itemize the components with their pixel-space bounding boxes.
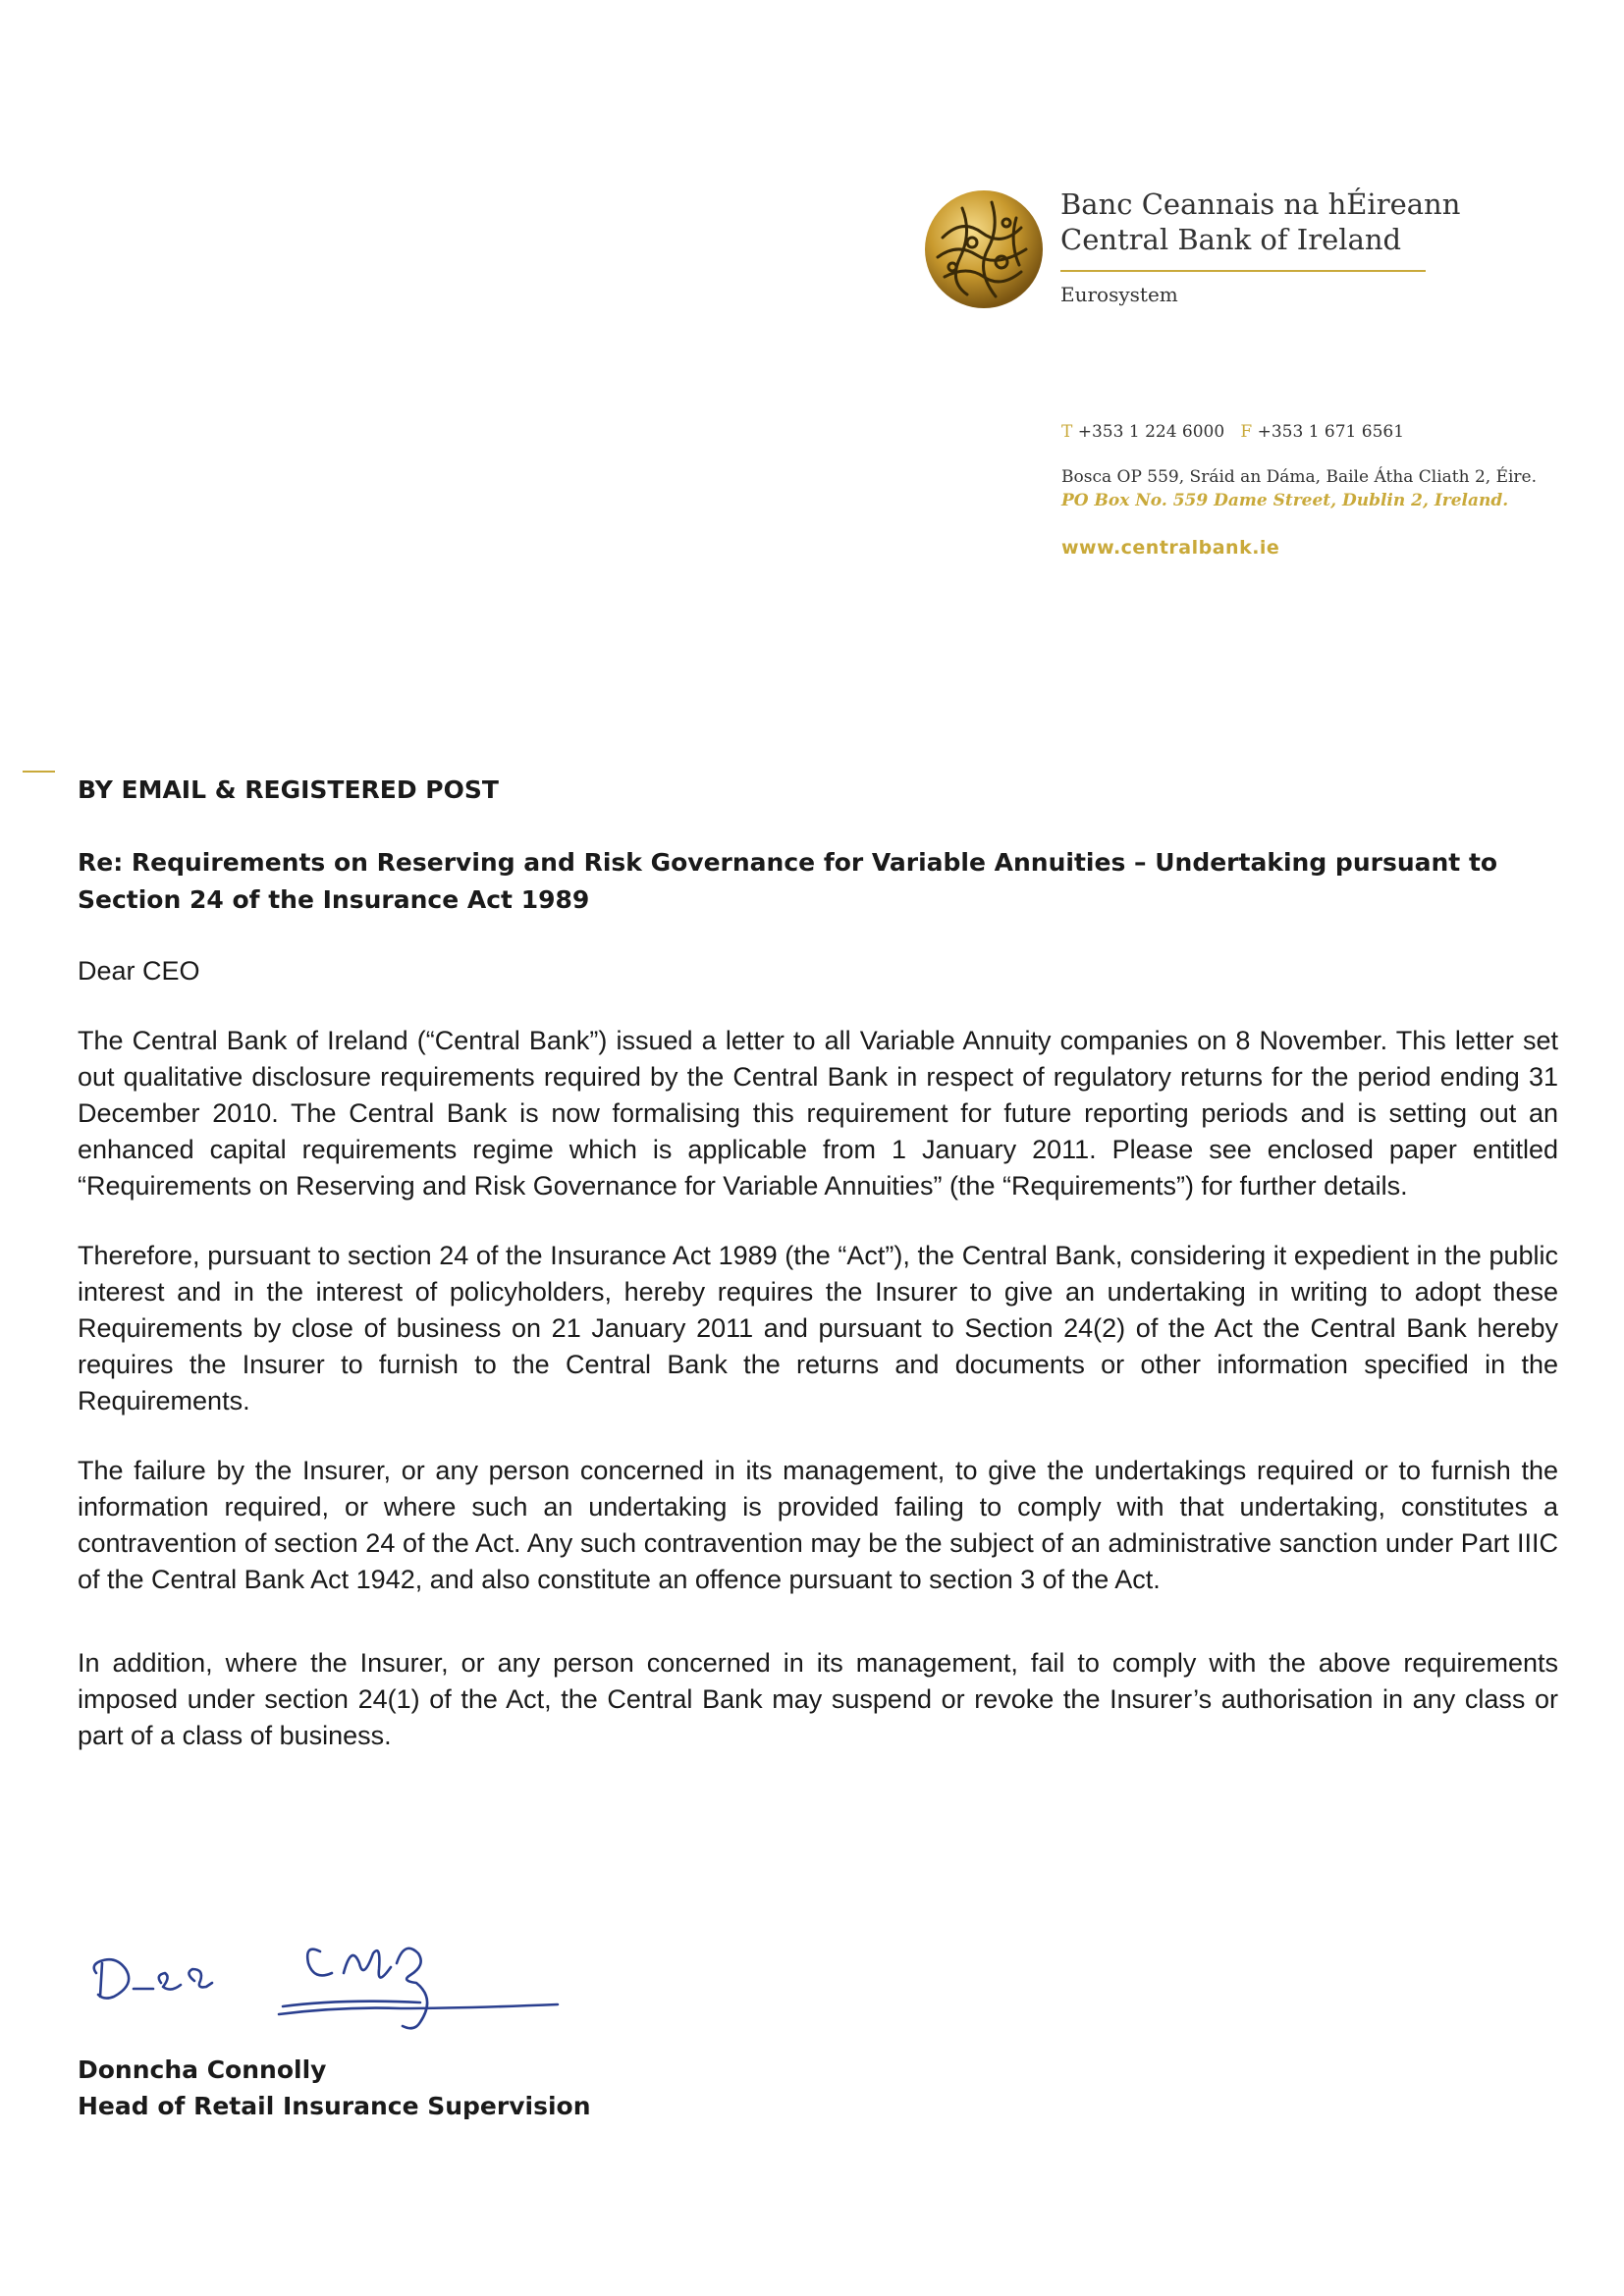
website-link[interactable]: www.centralbank.ie xyxy=(1061,537,1280,559)
paragraph-4: In addition, where the Insurer, or any person concerned in its management, fail to comply with the above requirements imposed under section 24(1) of the Act, the Central Bank may suspend or revoke the Insurer’s authorisation in any class or part of a class of business. xyxy=(78,1648,1558,1750)
phone-fax-line xyxy=(1061,420,1537,444)
eurosystem-label: Eurosystem xyxy=(1060,283,1178,306)
paragraph-3: The failure by the Insurer, or any person concerned in its management, to give the undertakings required or to furnish the information required, or where such an undertaking is provided failing to comply with that undertaking, constitutes a contravention of section 24 of the Act. Any such contravention may be the subject of an administrative sanction under Part IIIC of the Central Bank Act 1942, and also constitute an offence pursuant to section 3 of the Act. xyxy=(78,1456,1558,1594)
fold-mark xyxy=(23,771,55,773)
letter-body xyxy=(78,772,1558,1754)
address-english: PO Box No. 559 Dame Street, Dublin 2, Ireland. xyxy=(1061,491,1509,510)
bank-name xyxy=(1060,187,1460,257)
signatory-name: Donncha Connolly xyxy=(78,2056,327,2084)
delivery-method: BY EMAIL & REGISTERED POST xyxy=(78,775,499,804)
salutation: Dear CEO xyxy=(78,956,200,986)
fax-label: F xyxy=(1240,422,1253,442)
fax-number: +353 1 671 6561 xyxy=(1257,422,1405,442)
harp-orb-emblem xyxy=(923,188,1045,310)
paragraph-1: The Central Bank of Ireland (“Central Bank”) issued a letter to all Variable Annuity companies on 8 November. This letter set out qualitative disclosure requirements required by the Central Bank in respect of regulatory returns for the period ending 31 December 2010. The Central Bank is now formalising this requirement for future reporting periods and is setting out an enhanced capital requirements regime which is applicable from 1 January 2011. Please see enclosed paper entitled “Requirements on Reserving and Risk Governance for Variable Annuities” (the “Requirements”) for further details. xyxy=(78,1026,1558,1201)
signatory-title: Head of Retail Insurance Supervision xyxy=(78,2092,591,2120)
subject-line: Re: Requirements on Reserving and Risk Governance for Variable Annuities – Undertaking pursuant to Section 24 of the Insurance Act 1989 xyxy=(78,848,1498,914)
phone-label: T xyxy=(1061,422,1073,442)
contact-block xyxy=(1061,420,1537,560)
paragraph-2: Therefore, pursuant to section 24 of the Insurance Act 1989 (the “Act”), the Central Bank, considering it expedient in the public interest and in the interest of policyholders, hereby requires the Insurer to give an undertaking in writing to adopt these Requirements by close of business on 21 January 2011 and pursuant to Section 24(2) of the Act the Central Bank hereby requires the Insurer to furnish to the Central Bank the returns and documents or other information specified in the Requirements. xyxy=(78,1241,1558,1415)
phone-number: +353 1 224 6000 xyxy=(1077,422,1225,442)
logo-divider xyxy=(1060,270,1426,272)
handwritten-signature xyxy=(86,1904,568,2052)
bank-name-irish: Banc Ceannais na hÉireann xyxy=(1060,187,1461,221)
address-irish: Bosca OP 559, Sráid an Dáma, Baile Átha Cliath 2, Éire. xyxy=(1061,467,1538,487)
letterhead-logo xyxy=(923,187,1461,324)
signatory-block xyxy=(78,2052,591,2124)
bank-name-english: Central Bank of Ireland xyxy=(1060,223,1402,256)
